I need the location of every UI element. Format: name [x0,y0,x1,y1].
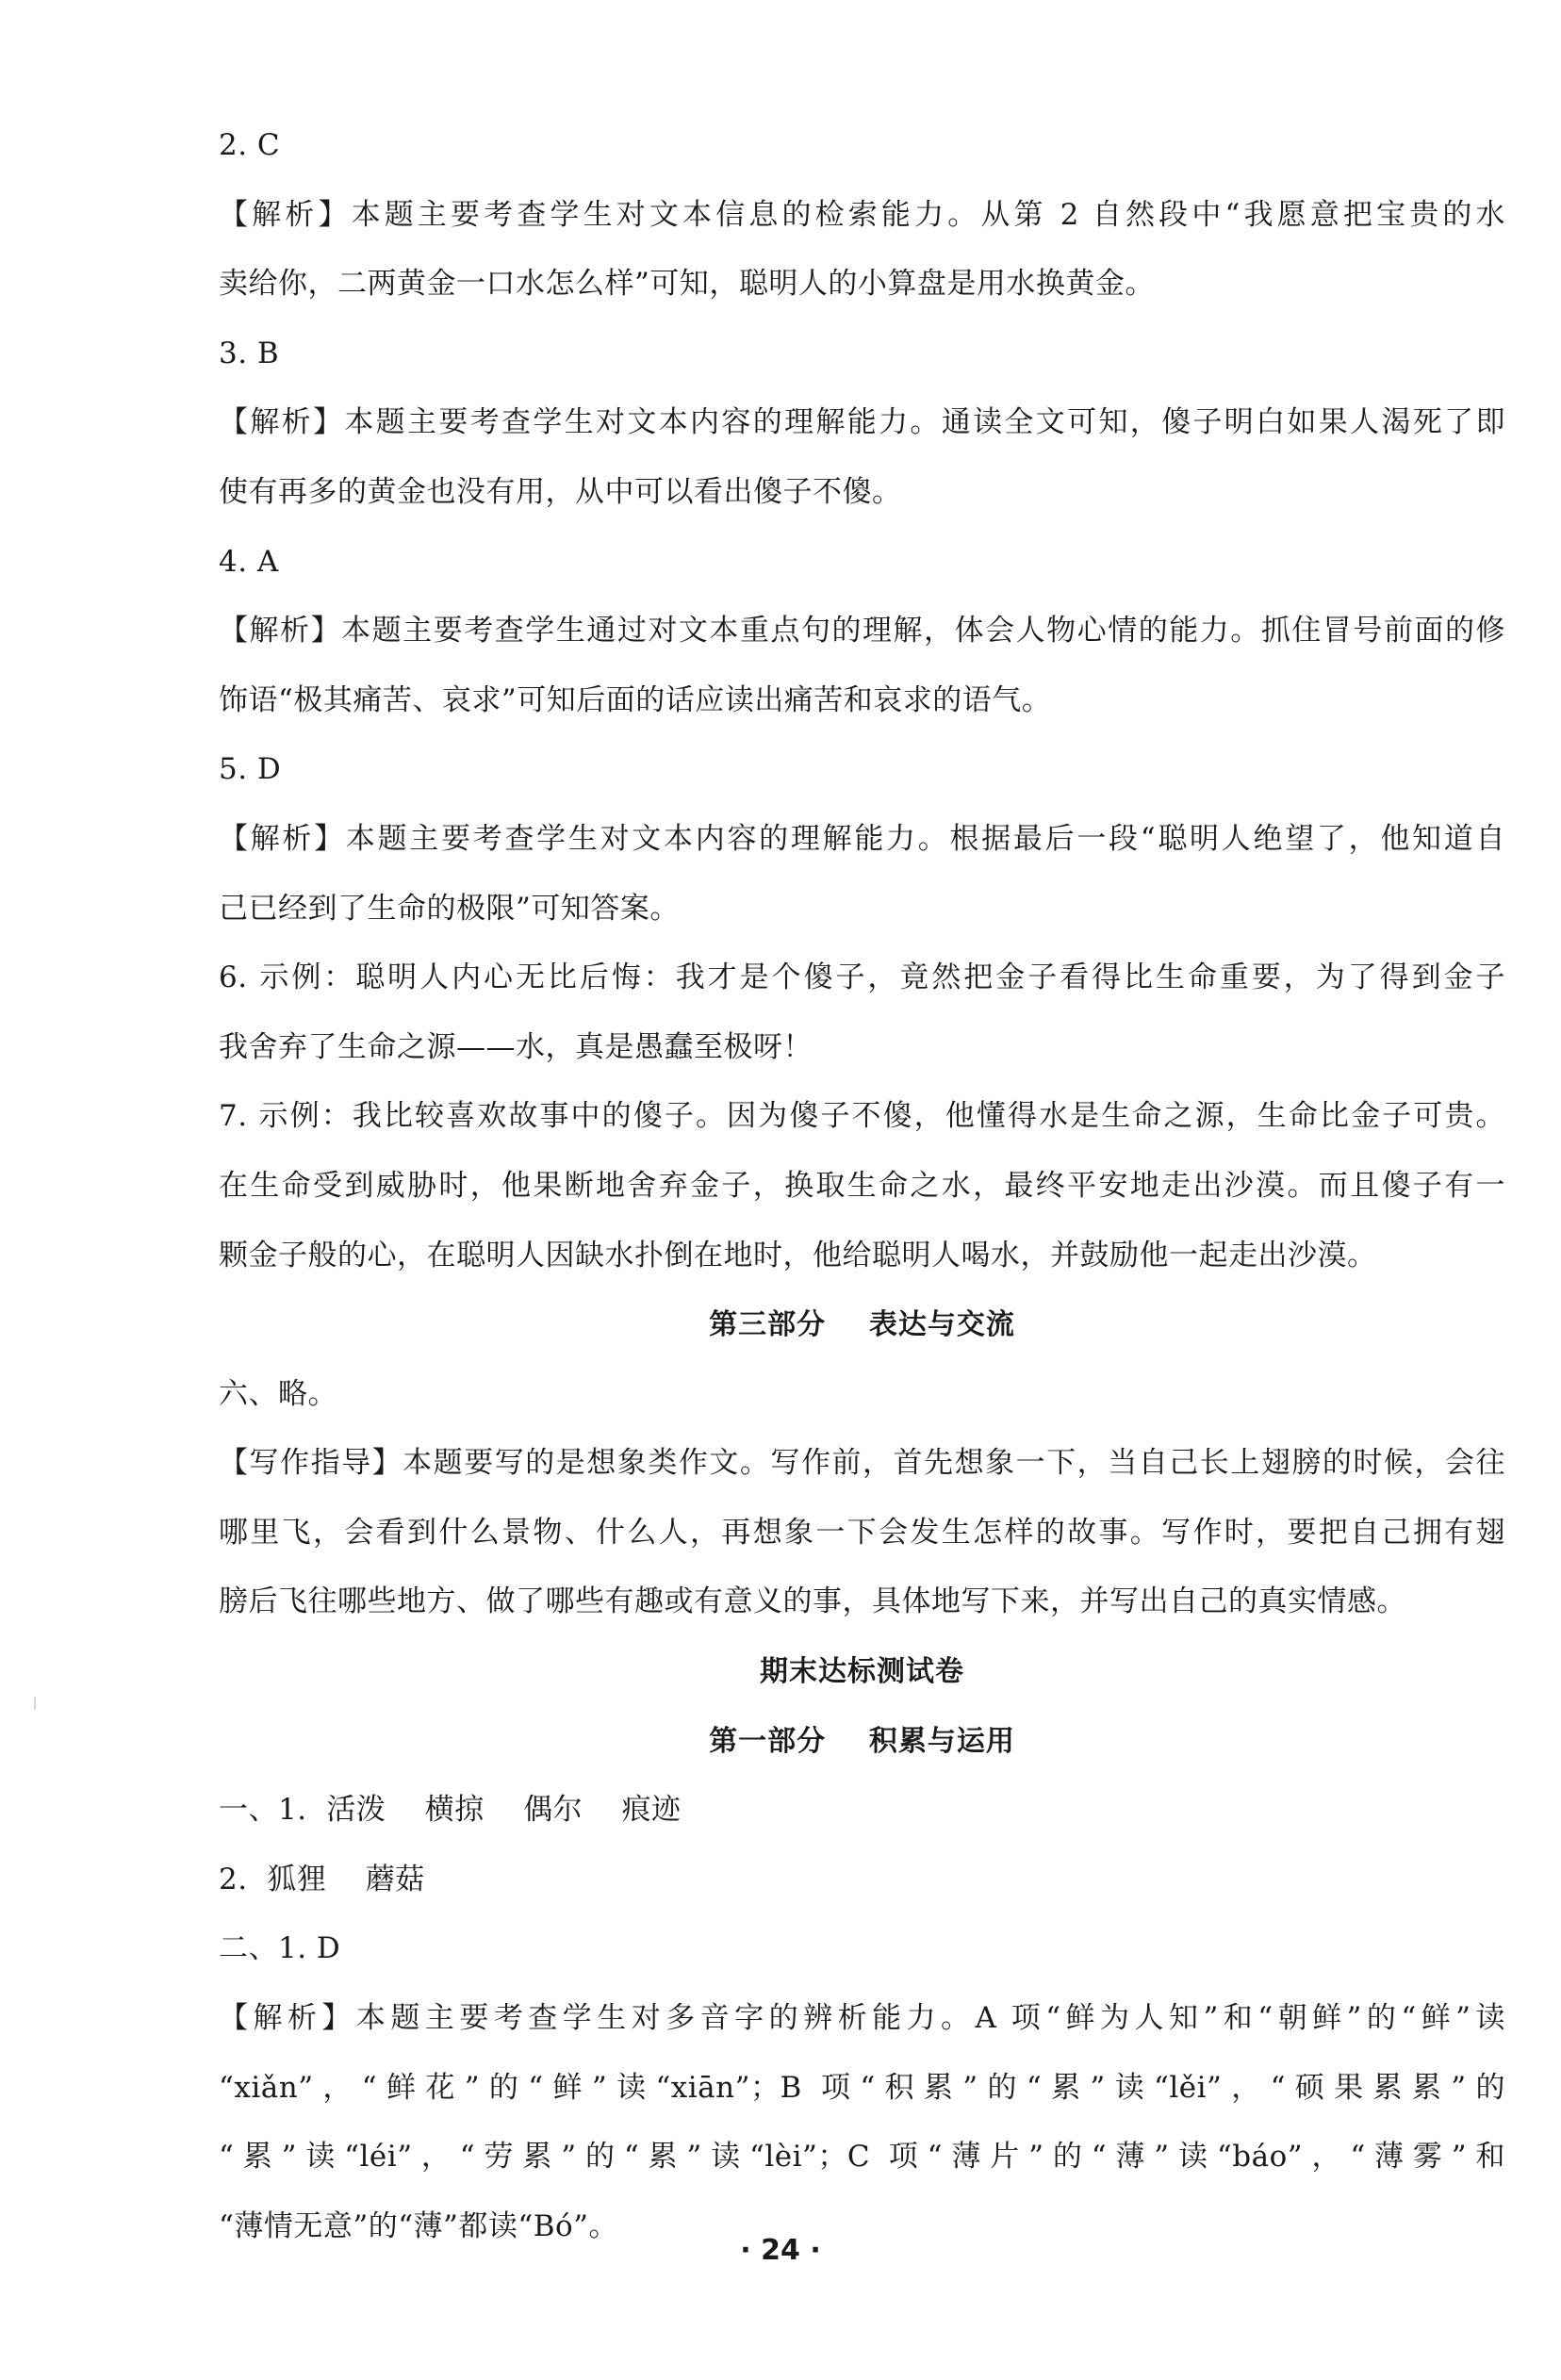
answer-six: 六、略。 [219,1376,337,1411]
analysis-2-line-1: 【解析】本题主要考查学生对文本信息的检索能力。从第 2 自然段中“我愿意把宝贵的水 [219,197,1505,232]
section-heading-part-3: 第三部分 表达与交流 [709,1308,1015,1342]
writing-guide-line-3: 膀后飞往哪些地方、做了哪些有趣或有意义的事，具体地写下来，并写出自己的真实情感。 [219,1584,1406,1619]
answer-4: 4. A [219,544,279,579]
answer-one-2: 2. 狐狸 蘑菇 [219,1862,425,1896]
writing-guide-line-2: 哪里飞，会看到什么景物、什么人，再想象一下会发生怎样的故事。写作时，要把自己拥有翅 [219,1515,1505,1550]
analysis-two-1-line-2: “xiǎn”，“鲜花”的“鲜”读“xiān”；B 项“积累”的“累”读“lěi”，“硕果累累”的 [219,2070,1505,2105]
analysis-3-line-1: 【解析】本题主要考查学生对文本内容的理解能力。通读全文可知，傻子明白如果人渴死了即 [219,405,1505,440]
analysis-two-1-line-1: 【解析】本题主要考查学生对多音字的辨析能力。A 项“鲜为人知”和“朝鲜”的“鲜”读 [219,2001,1505,2036]
answer-7-line-2: 在生命受到威胁时，他果断地舍弃金子，换取生命之水，最终平安地走出沙漠。而且傻子有一 [219,1168,1505,1203]
answer-6-line-2: 我舍弃了生命之源——水，真是愚蠢至极呀！ [219,1029,813,1064]
analysis-2-line-2: 卖给你，二两黄金一口水怎么样”可知，聪明人的小算盘是用水换黄金。 [219,267,1155,302]
analysis-two-1-line-4: “薄情无意”的“薄”都读“Bó”。 [219,2208,619,2243]
analysis-4-line-2: 饰语“极其痛苦、哀求”可知后面的话应读出痛苦和哀求的语气。 [219,682,1052,717]
analysis-3-line-2: 使有再多的黄金也没有用，从中可以看出傻子不傻。 [219,474,902,509]
page-content [219,111,1505,2261]
analysis-5-line-1: 【解析】本题主要考查学生对文本内容的理解能力。根据最后一段“聪明人绝望了，他知道自 [219,821,1505,856]
answer-two-1: 二、1. D [219,1931,341,1966]
writing-guide-line-1: 【写作指导】本题要写的是想象类作文。写作前，首先想象一下，当自己长上翅膀的时候，会往 [219,1446,1505,1481]
scan-mark [34,1697,36,1710]
answer-5: 5. D [219,752,282,787]
answer-one-1: 一、1. 活泼 横掠 偶尔 痕迹 [219,1793,682,1828]
analysis-4-line-1: 【解析】本题主要考查学生通过对文本重点句的理解，体会人物心情的能力。抓住冒号前面的修 [219,614,1505,648]
answer-7-line-1: 7. 示例：我比较喜欢故事中的傻子。因为傻子不傻，他懂得水是生命之源，生命比金子可贵。 [219,1099,1505,1134]
answer-7-line-3: 颗金子般的心，在聪明人因缺水扑倒在地时，他给聪明人喝水，并鼓励他一起走出沙漠。 [219,1238,1377,1272]
analysis-two-1-line-3: “累”读“léi”，“劳累”的“累”读“lèi”；C 项“薄片”的“薄”读“báo”，“薄雾”和 [219,2140,1505,2175]
answer-2: 2. C [219,128,281,162]
page-number: · 24 · [740,2234,821,2267]
answer-6-line-1: 6. 示例：聪明人内心无比后悔：我才是个傻子，竟然把金子看得比生命重要，为了得到金子 [219,960,1505,995]
answer-3: 3. B [219,336,280,370]
section-heading-part-1: 第一部分 积累与运用 [709,1724,1015,1758]
exam-title: 期末达标测试卷 [760,1655,964,1689]
analysis-5-line-2: 己已经到了生命的极限”可知答案。 [219,891,680,926]
